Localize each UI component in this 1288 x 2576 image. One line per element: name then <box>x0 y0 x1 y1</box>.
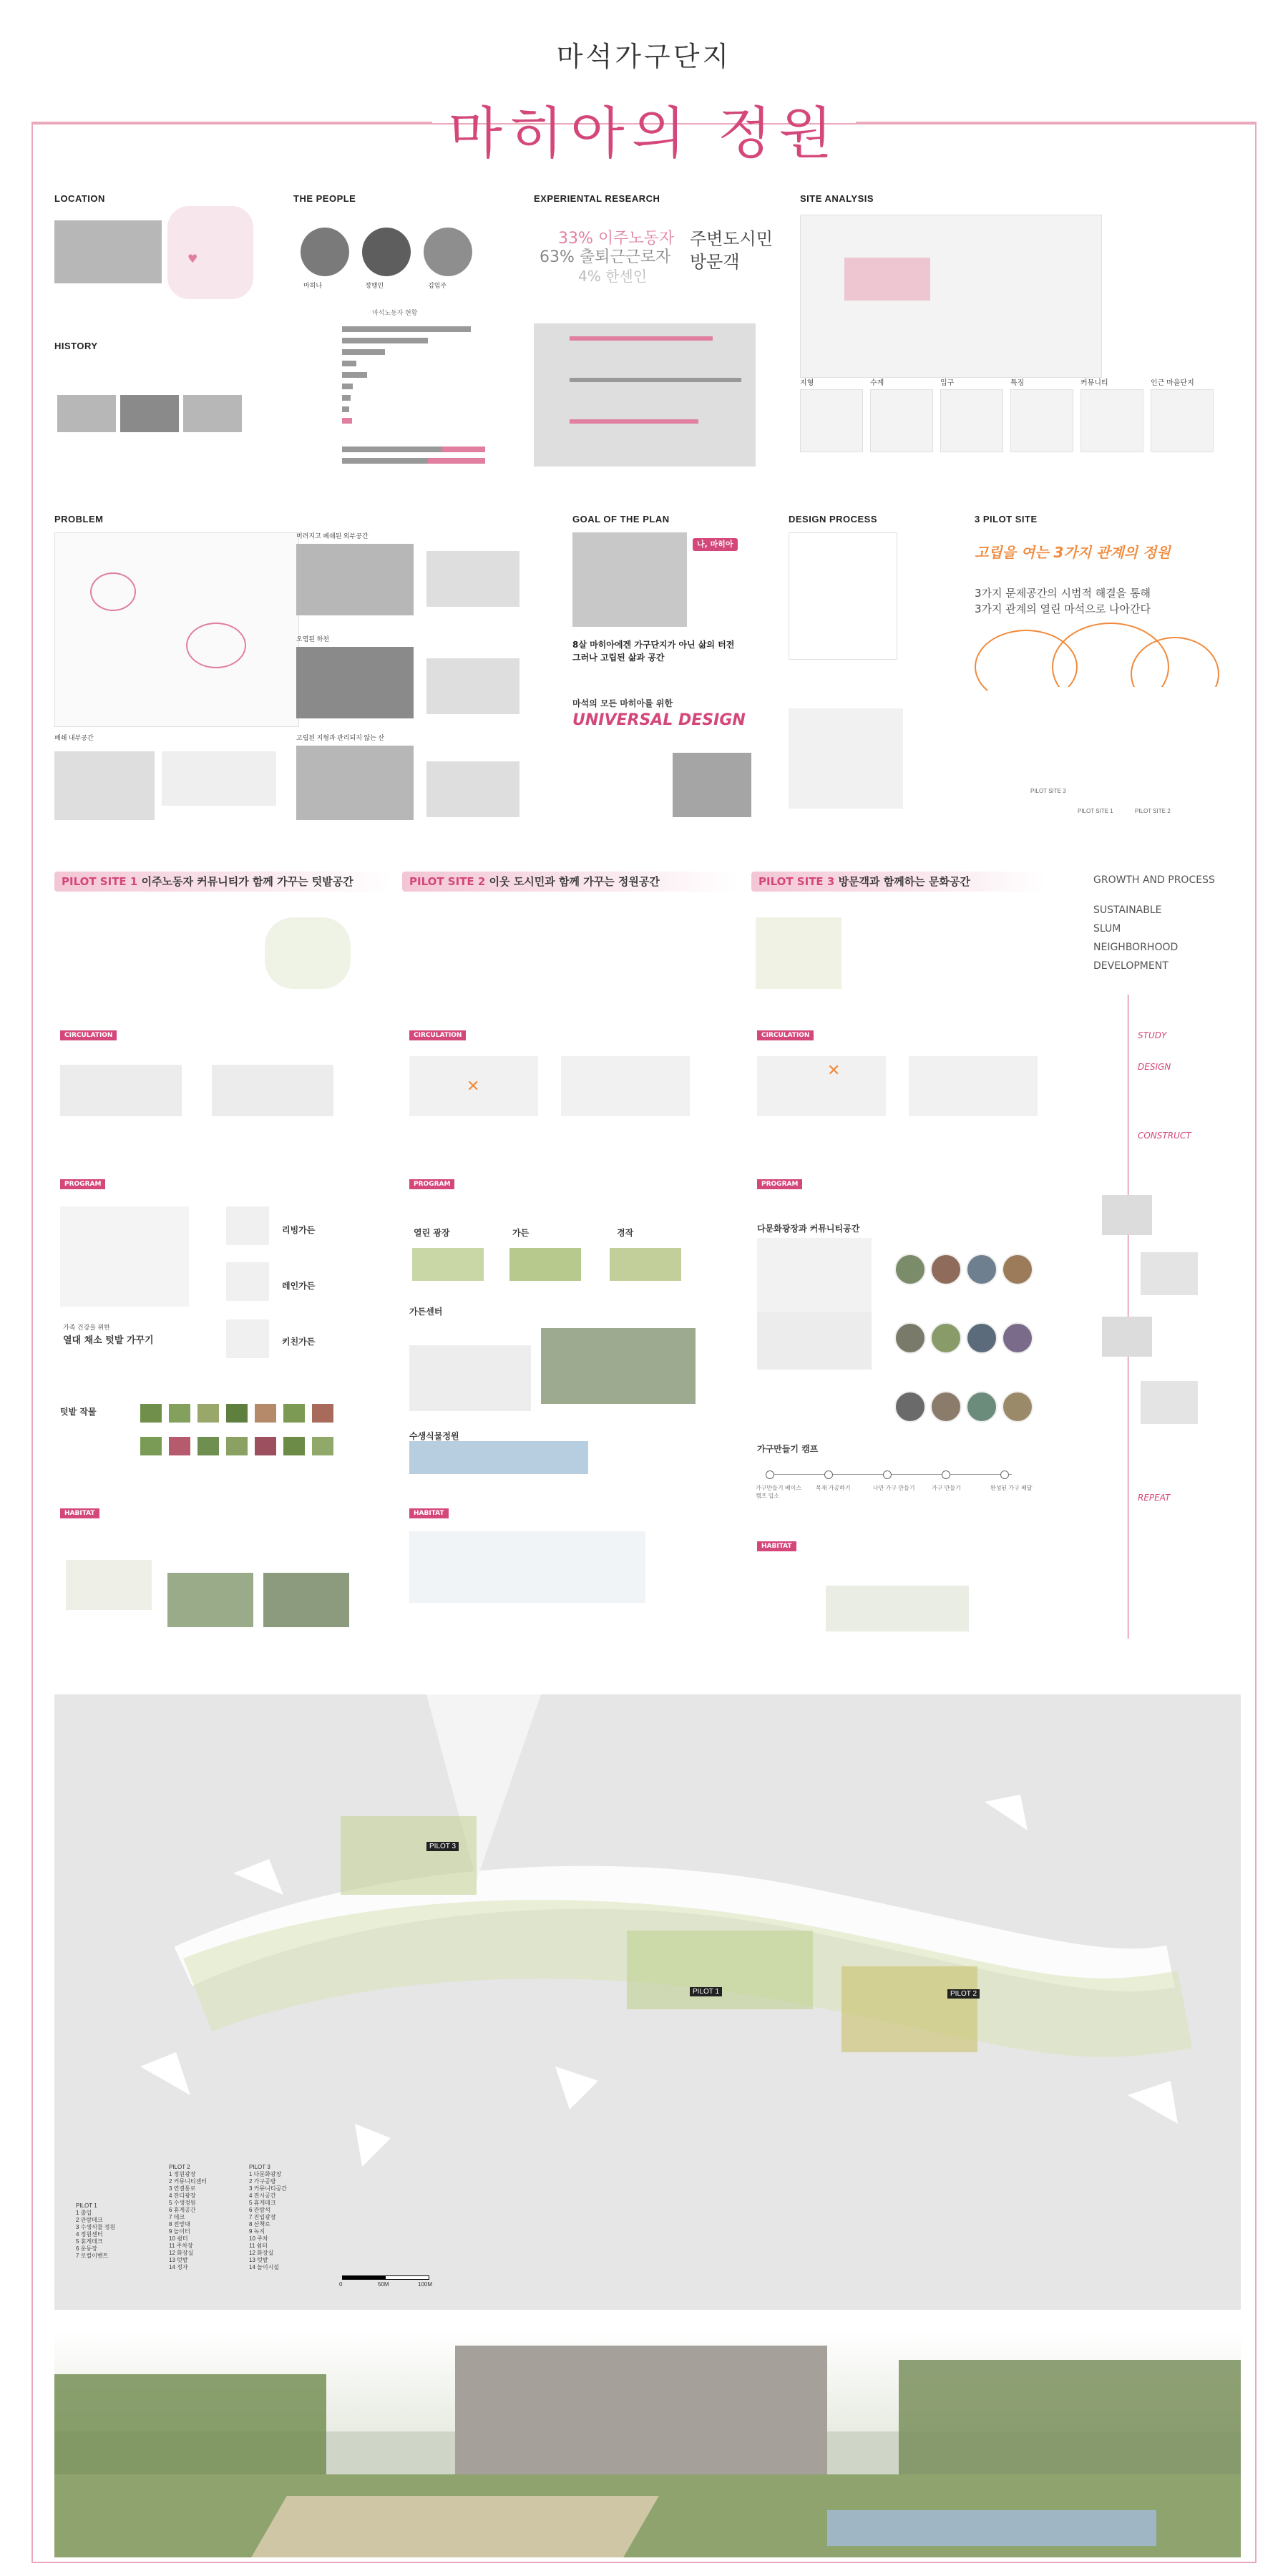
plan-label-pilot-3: PILOT 3 <box>426 1842 459 1851</box>
mini-map-4 <box>1010 389 1073 452</box>
p1-section-2 <box>212 1065 333 1116</box>
legend-3-item-13: 13 텃밭 <box>249 2257 268 2263</box>
legend-2-item-1: 1 정원광장 <box>169 2171 196 2177</box>
pilot-headline: 고립을 여는 3가지 관계의 정원 <box>975 544 1171 561</box>
p3-habitat-trees <box>826 1586 969 1631</box>
p3-diagram-2 <box>857 917 943 989</box>
history-heading: HISTORY <box>54 341 98 351</box>
p1-habitat-diagram <box>66 1560 152 1610</box>
legend-2-title: PILOT 2 <box>169 2164 190 2170</box>
p1-section-1 <box>60 1065 182 1116</box>
legend-3-item-7: 7 진입광장 <box>249 2214 276 2220</box>
research-stat-2: 63% 출퇴근근로자 <box>540 248 671 266</box>
pilot-site-1-title <box>54 872 391 892</box>
activity-9 <box>894 1391 926 1423</box>
pilot-1-area <box>627 1931 813 2009</box>
legend-3-item-6: 6 관람석 <box>249 2207 270 2213</box>
legend-2-item-6: 6 휴게공간 <box>169 2207 196 2213</box>
activity-1 <box>894 1254 926 1285</box>
activity-6 <box>930 1322 962 1354</box>
stage-construct: CONSTRUCT <box>1138 1131 1191 1141</box>
pilot-3-area <box>341 1816 477 1895</box>
title-rule-right <box>856 122 1257 123</box>
research-stat-3: 4% 한센인 <box>578 268 648 285</box>
history-photo-1 <box>57 395 116 432</box>
legend-3-title: PILOT 3 <box>249 2164 270 2170</box>
pilot-site-3-title <box>751 872 1045 892</box>
bar-1 <box>342 326 471 332</box>
problem-diagram-3 <box>426 761 519 817</box>
bar-12 <box>342 458 428 464</box>
veg-2 <box>169 1404 190 1423</box>
research-stat-1: 33% 이주노동자 <box>558 230 675 248</box>
bar-3 <box>342 349 385 355</box>
p1-module-1 <box>226 1206 269 1245</box>
p2-habitat-section <box>409 1531 645 1603</box>
render-buildings <box>455 2346 827 2474</box>
legend-2-item-2: 2 커뮤니티센터 <box>169 2178 208 2185</box>
activity-10 <box>930 1391 962 1423</box>
bar-11 <box>442 447 485 452</box>
research-bar-2 <box>570 378 741 382</box>
bar-2 <box>342 338 428 343</box>
p2-diagram-2 <box>511 917 597 989</box>
building-6 <box>140 2052 190 2095</box>
people-chart-title: 마석노동자 현황 <box>372 309 418 316</box>
project-subtitle: 마석가구단지 <box>556 41 732 72</box>
veg-4 <box>226 1404 248 1423</box>
building-1 <box>355 2124 391 2167</box>
growth-item-4: DEVELOPMENT <box>1093 960 1169 972</box>
p1-module-3 <box>226 1319 269 1358</box>
legend-2-item-13: 13 텃밭 <box>169 2257 188 2263</box>
render-trees-right <box>899 2360 1241 2482</box>
location-map <box>167 206 253 299</box>
activity-4 <box>1002 1254 1033 1285</box>
legend-2-item-5: 5 수생정원 <box>169 2200 196 2206</box>
p3-habitat-tag: HABITAT <box>757 1541 796 1551</box>
plan-label-pilot-1: PILOT 1 <box>690 1987 722 1996</box>
veg-11 <box>226 1437 248 1455</box>
design-process-heading: DESIGN PROCESS <box>789 514 878 525</box>
legend-1-title: PILOT 1 <box>76 2202 97 2209</box>
p2-plane-1 <box>412 1248 484 1281</box>
activity-12 <box>1002 1391 1033 1423</box>
activity-2 <box>930 1254 962 1285</box>
bar-9 <box>342 418 352 424</box>
p3-diagram-1 <box>756 917 841 989</box>
problem-diagram-2 <box>426 658 519 714</box>
title-rule-left <box>31 122 432 123</box>
p1-module-2 <box>226 1262 269 1301</box>
p3-program-tag: PROGRAM <box>757 1179 802 1189</box>
p2-center-structure <box>409 1345 531 1411</box>
pilot-site-2-label: PILOT SITE 2 <box>409 875 486 888</box>
legend-3-item-1: 1 다문화광장 <box>249 2171 282 2177</box>
p2-g3: 경작 <box>617 1228 634 1238</box>
project-title: 마히아의 정원 <box>448 102 840 166</box>
problem-photo-4 <box>54 751 155 820</box>
building-3 <box>233 1859 283 1895</box>
pilot-label-3: PILOT SITE 3 <box>1030 788 1066 794</box>
pilot-sites-map <box>987 687 1224 773</box>
p3-circulation-tag: CIRCULATION <box>757 1030 814 1040</box>
p1-module-3-label: 키친가든 <box>282 1337 316 1347</box>
step-dot-4 <box>942 1470 950 1479</box>
veg-1 <box>140 1404 162 1423</box>
growth-title: GROWTH AND PROCESS <box>1093 874 1215 886</box>
p3-stage-diagram <box>757 1238 872 1317</box>
pilot-2-area <box>841 1966 977 2052</box>
p1-diagram-3 <box>265 917 351 989</box>
growth-item-2: SLUM <box>1093 923 1121 935</box>
p1-module-1-label: 리빙가든 <box>282 1225 316 1235</box>
step-dot-3 <box>883 1470 892 1479</box>
p3-diagram-3 <box>959 917 1045 989</box>
problem-plan-sketch <box>162 751 276 806</box>
p2-plane-3 <box>610 1248 681 1281</box>
activity-5 <box>894 1322 926 1354</box>
problem-heading: PROBLEM <box>54 514 104 525</box>
p3-step-3: 나만 가구 만들기 <box>873 1485 915 1491</box>
p2-program-tag: PROGRAM <box>409 1179 454 1189</box>
legend-1-item-1: 1 출입 <box>76 2210 92 2216</box>
p1-habitat-photo-2 <box>263 1573 349 1627</box>
research-right-1: 주변도시민 <box>690 229 773 249</box>
bar-13 <box>428 458 485 464</box>
p3-section-1 <box>757 1056 886 1116</box>
legend-3-item-12: 12 화장실 <box>249 2250 274 2256</box>
veg-9 <box>169 1437 190 1455</box>
legend-2-item-7: 7 데크 <box>169 2214 185 2220</box>
p1-circulation-tag: CIRCULATION <box>60 1030 117 1040</box>
pilot-sub-2: 3가지 관계의 열린 마석으로 나아간다 <box>975 602 1151 615</box>
step-dot-5 <box>1000 1470 1009 1479</box>
perspective-rendering <box>54 2331 1241 2557</box>
research-bar-3 <box>570 419 698 424</box>
p3-section-2 <box>909 1056 1038 1116</box>
location-heading: LOCATION <box>54 193 105 204</box>
p1-veg-title: 텃밭 작물 <box>60 1407 97 1417</box>
p3-camp-title: 가구만들기 캠프 <box>757 1444 819 1454</box>
veg-8 <box>140 1437 162 1455</box>
problem-zone-1 <box>90 572 136 611</box>
pilot-site-3-label: PILOT SITE 3 <box>758 875 835 888</box>
legend-3-item-9: 9 녹지 <box>249 2228 265 2235</box>
p2-water-section <box>409 1441 588 1474</box>
legend-2-item-4: 4 잔디광장 <box>169 2192 196 2199</box>
legend-1-item-4: 4 정원센터 <box>76 2231 103 2238</box>
portrait-1 <box>301 228 349 276</box>
building-4 <box>985 1795 1028 1830</box>
legend-2-item-9: 9 놀이터 <box>169 2228 190 2235</box>
p3-sec1-title: 다문화광장과 커뮤니티공간 <box>757 1224 860 1234</box>
portrait-2-name: 정행인 <box>365 282 384 289</box>
portrait-1-name: 마히나 <box>303 282 323 289</box>
mini-map-5 <box>1080 389 1143 452</box>
analysis-label-6: 인근 마을단지 <box>1151 379 1194 387</box>
legend-1-item-2: 2 관람데크 <box>76 2217 103 2223</box>
scale-50: 50M <box>378 2281 389 2288</box>
p2-diagram-1 <box>409 917 495 989</box>
plan-label-pilot-2: PILOT 2 <box>947 1989 980 1999</box>
veg-12 <box>255 1437 276 1455</box>
veg-3 <box>197 1404 219 1423</box>
activity-3 <box>966 1254 997 1285</box>
legend-1-item-6: 6 운동장 <box>76 2245 97 2252</box>
p2-habitat-tag: HABITAT <box>409 1508 449 1518</box>
step-dot-1 <box>766 1470 774 1479</box>
analysis-label-2: 수계 <box>870 379 884 387</box>
building-5 <box>1128 2081 1178 2124</box>
p3-stage-section <box>757 1312 872 1370</box>
bar-4 <box>342 361 356 366</box>
legend-1-item-7: 7 로컬이벤트 <box>76 2253 109 2259</box>
pilot-site-3-desc: 방문객과 함께하는 문화공간 <box>838 875 970 888</box>
stage-repeat: REPEAT <box>1138 1493 1171 1503</box>
mini-map-1 <box>800 389 863 452</box>
p3-x-mark: ✕ <box>827 1062 841 1080</box>
pilot-site-heading: 3 PILOT SITE <box>975 514 1038 525</box>
mini-map-6 <box>1151 389 1214 452</box>
scale-100: 100M <box>418 2281 433 2288</box>
growth-stage-diagram-1 <box>1102 1195 1152 1235</box>
history-photo-3 <box>183 395 242 432</box>
goal-badge: 나, 마히아 <box>693 538 738 551</box>
goal-sub: 마석의 모든 마히아를 위한 <box>572 698 673 708</box>
pilot-label-2: PILOT SITE 2 <box>1135 808 1171 814</box>
pilot-site-1-desc: 이주노동자 커뮤니티가 함께 가꾸는 텃밭공간 <box>141 875 353 888</box>
history-photo-2 <box>120 395 179 432</box>
stage-design: DESIGN <box>1138 1062 1171 1072</box>
bar-10 <box>342 447 442 452</box>
problem-note-3: 고립된 지형과 관리되지 않는 산 <box>296 734 385 741</box>
legend-pilot-3 <box>249 2164 287 2271</box>
goal-photo <box>572 532 687 627</box>
problem-map <box>54 532 299 727</box>
p3-step-5: 완성된 가구 배달 <box>990 1485 1033 1491</box>
analysis-label-5: 커뮤니티 <box>1080 379 1108 387</box>
problem-photo-3 <box>296 746 414 820</box>
veg-6 <box>283 1404 305 1423</box>
pilot-label-1: PILOT SITE 1 <box>1078 808 1113 814</box>
portrait-2 <box>362 228 411 276</box>
building-2 <box>555 2067 598 2109</box>
research-bar-1 <box>570 336 713 341</box>
p2-plane-2 <box>509 1248 581 1281</box>
problem-note-2: 오염된 하천 <box>296 635 329 643</box>
research-right-2: 방문객 <box>690 252 740 272</box>
legend-pilot-2 <box>169 2164 207 2271</box>
pilot-site-2-title <box>402 872 738 892</box>
bar-8 <box>342 406 349 412</box>
p2-g2: 가든 <box>512 1228 530 1238</box>
legend-3-item-14: 14 놀이시설 <box>249 2264 280 2270</box>
p3-step-2: 목재 가공하기 <box>816 1485 851 1491</box>
problem-note-1: 버려지고 폐쇄된 외부공간 <box>296 532 369 540</box>
scale-0: 0 <box>339 2281 343 2288</box>
legend-1-item-5: 5 휴게데크 <box>76 2238 103 2245</box>
pilot-site-2-desc: 이웃 도시민과 함께 가꾸는 정원공간 <box>489 875 660 888</box>
site-analysis-heading: SITE ANALYSIS <box>800 193 874 204</box>
p1-habitat-photo-1 <box>167 1573 253 1627</box>
veg-10 <box>197 1437 219 1455</box>
legend-pilot-1 <box>76 2202 115 2260</box>
portrait-3 <box>424 228 472 276</box>
activity-7 <box>966 1322 997 1354</box>
goal-headline-2: 그러나 고립된 삶과 공간 <box>572 653 665 663</box>
portrait-3-name: 김임주 <box>428 282 447 289</box>
legend-2-item-12: 12 화장실 <box>169 2250 194 2256</box>
render-water <box>827 2510 1156 2546</box>
location-photo <box>54 220 162 283</box>
problem-photo-2 <box>296 647 414 718</box>
site-plan-drawing <box>54 1694 1241 2310</box>
site-analysis-zone <box>844 258 930 301</box>
problem-photo-1 <box>296 544 414 615</box>
p3-step-1: 가구만들기 베이스캠프 입소 <box>756 1485 802 1499</box>
render-path <box>251 2496 659 2557</box>
design-process-map <box>789 532 897 660</box>
legend-2-item-3: 3 연결통로 <box>169 2185 196 2192</box>
goal-heading: GOAL OF THE PLAN <box>572 514 670 525</box>
analysis-label-3: 입구 <box>940 379 955 387</box>
pilot-sub-1: 3가지 문제공간의 시범적 해결을 통해 <box>975 587 1151 600</box>
p2-section-2 <box>561 1056 690 1116</box>
legend-2-item-14: 14 정자 <box>169 2264 188 2270</box>
analysis-label-4: 특징 <box>1010 379 1025 387</box>
site-plan <box>54 1694 1241 2310</box>
p2-circulation-tag: CIRCULATION <box>409 1030 466 1040</box>
legend-1-item-3: 3 수생식물 정원 <box>76 2224 116 2230</box>
veg-5 <box>255 1404 276 1423</box>
p1-program-tag: PROGRAM <box>60 1179 105 1189</box>
p2-center-photo <box>541 1328 696 1404</box>
p3-step-4: 가구 만들기 <box>932 1485 961 1491</box>
growth-item-1: SUSTAINABLE <box>1093 904 1162 916</box>
legend-3-item-2: 2 가구공방 <box>249 2178 276 2185</box>
pilot-site-1-label: PILOT SITE 1 <box>62 875 138 888</box>
p2-diagram-3 <box>613 917 698 989</box>
problem-note-4: 폐쇄 내부공간 <box>54 734 94 741</box>
analysis-label-1: 지형 <box>800 379 814 387</box>
veg-7 <box>312 1404 333 1423</box>
research-heading: EXPERIENTAL RESEARCH <box>534 193 660 204</box>
people-heading: THE PEOPLE <box>293 193 356 204</box>
render-trees-left <box>54 2374 326 2489</box>
p1-diagram-2 <box>163 917 249 989</box>
p2-garden-center: 가든센터 <box>409 1307 443 1317</box>
p1-habitat-tag: HABITAT <box>60 1508 99 1518</box>
p2-g1: 열린 광장 <box>414 1228 450 1238</box>
mini-map-3 <box>940 389 1003 452</box>
growth-stage-diagram-4 <box>1141 1381 1198 1424</box>
goal-headline-1: 8살 마히아에겐 가구단지가 아닌 삶의 터전 <box>572 640 735 650</box>
veg-13 <box>283 1437 305 1455</box>
p1-program-title: 열대 채소 텃밭 가꾸기 <box>63 1335 154 1346</box>
legend-2-item-10: 10 쉼터 <box>169 2235 188 2242</box>
growth-item-3: NEIGHBORHOOD <box>1093 942 1179 953</box>
goal-universal-design: UNIVERSAL DESIGN <box>572 711 746 729</box>
growth-stage-diagram-3 <box>1102 1317 1152 1357</box>
legend-3-item-8: 8 산책로 <box>249 2221 270 2228</box>
p1-module-2-label: 레인가든 <box>282 1281 316 1291</box>
growth-stage-diagram-2 <box>1141 1252 1198 1295</box>
problem-diagram-1 <box>426 551 519 607</box>
scale-bar <box>342 2275 429 2280</box>
p2-x-mark: ✕ <box>467 1078 480 1096</box>
legend-3-item-5: 5 휴게데크 <box>249 2200 276 2206</box>
p1-program-pre: 가족 건강을 위한 <box>63 1324 110 1331</box>
bar-6 <box>342 384 353 389</box>
mini-map-2 <box>870 389 933 452</box>
problem-zone-2 <box>186 623 246 668</box>
bar-7 <box>342 395 351 401</box>
design-process-diagram <box>789 708 903 809</box>
legend-2-item-8: 8 전망대 <box>169 2221 190 2228</box>
p1-axonometric <box>60 1206 189 1307</box>
legend-3-item-10: 10 주차 <box>249 2235 268 2242</box>
legend-3-item-11: 11 쉼터 <box>249 2243 268 2249</box>
bar-5 <box>342 372 367 378</box>
activity-8 <box>1002 1322 1033 1354</box>
research-survey-table <box>534 323 756 467</box>
stage-study: STUDY <box>1138 1030 1167 1040</box>
goal-children-photo <box>673 753 751 817</box>
legend-3-item-3: 3 커뮤니티공간 <box>249 2185 288 2192</box>
veg-14 <box>312 1437 333 1455</box>
legend-3-item-4: 4 전시공간 <box>249 2192 276 2199</box>
p1-diagram-1 <box>62 917 147 989</box>
location-heart-icon: ♥ <box>187 252 198 265</box>
step-dot-2 <box>824 1470 833 1479</box>
activity-11 <box>966 1391 997 1423</box>
p2-water-title: 수생식물정원 <box>409 1431 459 1441</box>
legend-2-item-11: 11 주차장 <box>169 2243 193 2249</box>
